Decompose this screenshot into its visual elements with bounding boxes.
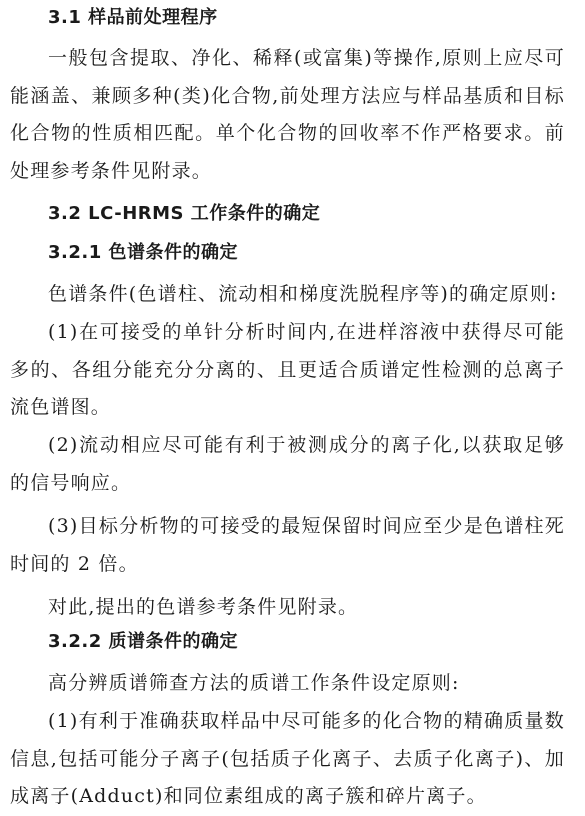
section-3-2-1-item-1: (1)在可接受的单针分析时间内,在进样溶液中获得尽可能多的、各组分能充分分离的、且更适合质谱定性检测的总离子流色谱图。 (10, 321, 565, 418)
section-3-1-heading: 3.1 样品前处理程序 (48, 7, 218, 28)
section-3-2-1-intro: 色谱条件(色谱柱、流动相和梯度洗脱程序等)的确定原则: (48, 283, 558, 305)
section-3-2-heading: 3.2 LC-HRMS 工作条件的确定 (48, 203, 321, 224)
section-3-2-1-item-3: (3)目标分析物的可接受的最短保留时间应至少是色谱柱死时间的 2 倍。 (10, 515, 565, 575)
section-3-2-2-item-1: (1)有利于准确获取样品中尽可能多的化合物的精确质量数信息,包括可能分子离子(包括质子化离子、去质子化离子)、加成离子(Adduct)和同位素组成的离子簇和碎片离子。 (10, 710, 565, 807)
section-3-2-1-closing: 对此,提出的色谱参考条件见附录。 (48, 596, 359, 618)
section-3-2-2-heading: 3.2.2 质谱条件的确定 (48, 631, 239, 652)
section-3-1-paragraph: 一般包含提取、净化、稀释(或富集)等操作,原则上应尽可能涵盖、兼顾多种(类)化合物,前处理方法应与样品基质和目标化合物的性质相匹配。单个化合物的回收率不作严格要求。前处理参考条件见附录。 (10, 47, 565, 182)
section-3-2-1-heading: 3.2.1 色谱条件的确定 (48, 242, 239, 263)
section-3-2-2-intro: 高分辨质谱筛查方法的质谱工作条件设定原则: (48, 672, 460, 694)
section-3-2-1-item-2: (2)流动相应尽可能有利于被测成分的离子化,以获取足够的信号响应。 (10, 434, 565, 494)
